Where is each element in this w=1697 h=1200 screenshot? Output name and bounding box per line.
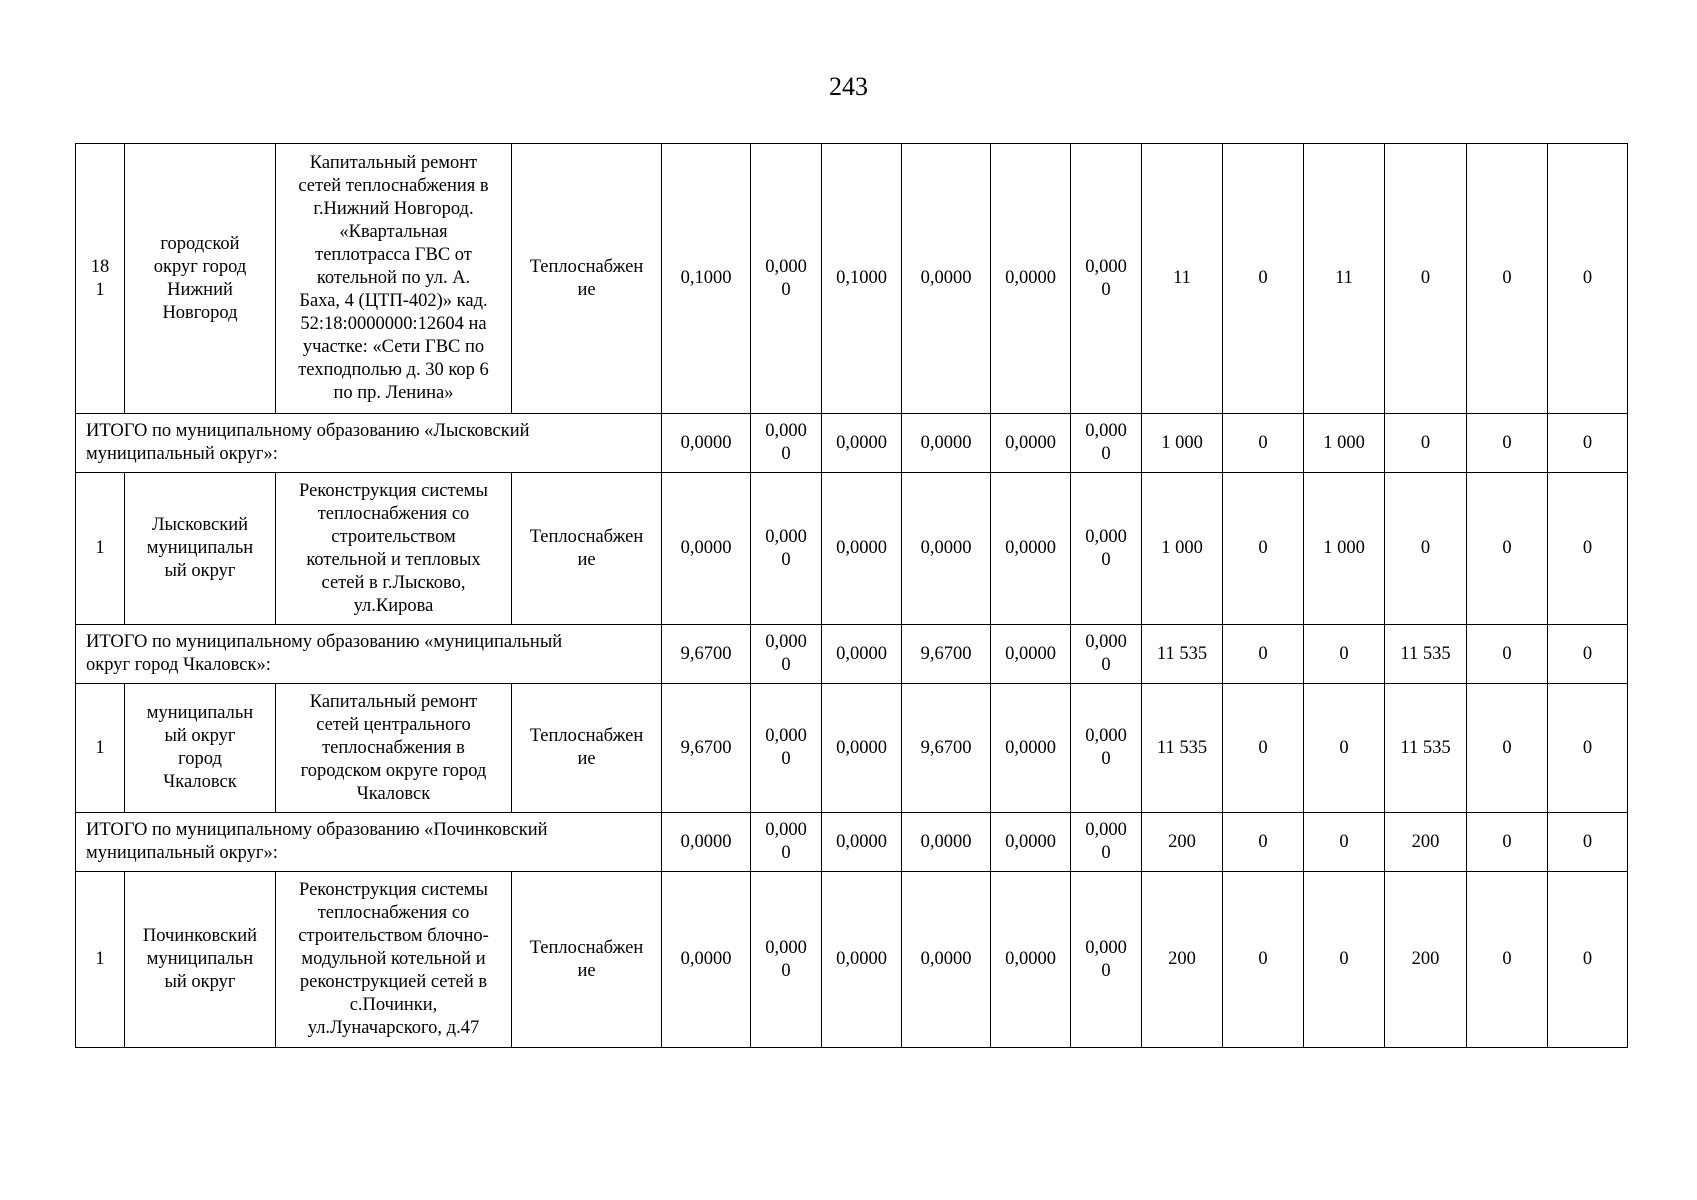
value-total-2024-sub: 0,000 0 — [751, 872, 822, 1048]
value-cost-c: 0 — [1385, 473, 1467, 625]
value-2024-a: 0,0000 — [822, 813, 902, 872]
value-cost-c: 200 — [1385, 872, 1467, 1048]
value-cost-a: 0 — [1223, 625, 1304, 684]
value-cost-e: 0 — [1548, 473, 1628, 625]
investment-table — [75, 143, 1628, 1048]
value-cost-total: 11 535 — [1142, 625, 1223, 684]
value-cost-b: 0 — [1304, 625, 1385, 684]
value-cost-b: 1 000 — [1304, 414, 1385, 473]
value-cost-e: 0 — [1548, 872, 1628, 1048]
table-row — [76, 144, 1628, 414]
value-2024-a: 0,0000 — [822, 625, 902, 684]
sector-name: Теплоснабжен ие — [512, 473, 662, 625]
sector-name: Теплоснабжен ие — [512, 872, 662, 1048]
value-total-2024-sub: 0,000 0 — [751, 684, 822, 813]
value-2024-c: 0,0000 — [991, 872, 1071, 1048]
municipality-name: городской округ город Нижний Новгород — [125, 144, 276, 414]
value-total-2024: 9,6700 — [662, 625, 751, 684]
value-2024-b: 0,0000 — [902, 473, 991, 625]
row-number: 1 — [76, 872, 125, 1048]
value-cost-total: 200 — [1142, 813, 1223, 872]
value-cost-a: 0 — [1223, 813, 1304, 872]
value-cost-d: 0 — [1467, 144, 1548, 414]
value-cost-d: 0 — [1467, 414, 1548, 473]
table-row — [76, 684, 1628, 813]
value-total-2024: 9,6700 — [662, 684, 751, 813]
value-2024-a: 0,1000 — [822, 144, 902, 414]
total-label: ИТОГО по муниципальному образованию «Лысковский муниципальный округ»: — [76, 414, 662, 473]
table-row — [76, 872, 1628, 1048]
value-cost-d: 0 — [1467, 625, 1548, 684]
total-row — [76, 625, 1628, 684]
sector-name: Теплоснабжен ие — [512, 684, 662, 813]
value-cost-a: 0 — [1223, 872, 1304, 1048]
value-cost-total: 200 — [1142, 872, 1223, 1048]
value-cost-b: 0 — [1304, 813, 1385, 872]
value-cost-b: 1 000 — [1304, 473, 1385, 625]
value-2024-c: 0,0000 — [991, 144, 1071, 414]
value-cost-a: 0 — [1223, 684, 1304, 813]
value-2024-d: 0,000 0 — [1071, 872, 1142, 1048]
total-row — [76, 414, 1628, 473]
table-body — [76, 144, 1628, 1048]
value-total-2024: 0,0000 — [662, 813, 751, 872]
value-2024-d: 0,000 0 — [1071, 414, 1142, 473]
table-row — [76, 473, 1628, 625]
value-2024-b: 0,0000 — [902, 872, 991, 1048]
value-2024-d: 0,000 0 — [1071, 684, 1142, 813]
value-2024-b: 0,0000 — [902, 144, 991, 414]
value-cost-c: 0 — [1385, 414, 1467, 473]
value-2024-a: 0,0000 — [822, 684, 902, 813]
value-cost-e: 0 — [1548, 684, 1628, 813]
value-2024-b: 0,0000 — [902, 414, 991, 473]
value-total-2024: 0,0000 — [662, 872, 751, 1048]
project-description: Капитальный ремонт сетей теплоснабжения в г.Нижний Новгород. «Квартальная теплотрасса ГВС от котельной по ул. А. Баха, 4 (ЦТП-402)» кад. 52:18:0000000:12604 на участке: «Сети ГВС по техподполью д. 30 кор 6 по пр. Ленина» — [276, 144, 512, 414]
value-total-2024-sub: 0,000 0 — [751, 414, 822, 473]
value-2024-d: 0,000 0 — [1071, 144, 1142, 414]
value-cost-b: 0 — [1304, 872, 1385, 1048]
value-cost-b: 11 — [1304, 144, 1385, 414]
total-label: ИТОГО по муниципальному образованию «муниципальный округ город Чкаловск»: — [76, 625, 662, 684]
value-2024-c: 0,0000 — [991, 473, 1071, 625]
row-number: 18 1 — [76, 144, 125, 414]
project-description: Реконструкция системы теплоснабжения со строительством блочно- модульной котельной и реконструкцией сетей в с.Починки, ул.Луначарского, д.47 — [276, 872, 512, 1048]
value-2024-d: 0,000 0 — [1071, 625, 1142, 684]
value-cost-e: 0 — [1548, 625, 1628, 684]
row-number: 1 — [76, 684, 125, 813]
value-cost-total: 1 000 — [1142, 414, 1223, 473]
sector-name: Теплоснабжен ие — [512, 144, 662, 414]
value-2024-c: 0,0000 — [991, 813, 1071, 872]
value-2024-d: 0,000 0 — [1071, 473, 1142, 625]
value-cost-c: 11 535 — [1385, 625, 1467, 684]
page-number: 243 — [829, 72, 868, 101]
value-cost-e: 0 — [1548, 414, 1628, 473]
value-2024-d: 0,000 0 — [1071, 813, 1142, 872]
value-total-2024-sub: 0,000 0 — [751, 625, 822, 684]
project-description: Капитальный ремонт сетей центрального теплоснабжения в городском округе город Чкаловск — [276, 684, 512, 813]
value-total-2024: 0,0000 — [662, 473, 751, 625]
value-total-2024-sub: 0,000 0 — [751, 473, 822, 625]
value-total-2024-sub: 0,000 0 — [751, 813, 822, 872]
row-number: 1 — [76, 473, 125, 625]
value-cost-c: 11 535 — [1385, 684, 1467, 813]
value-cost-c: 200 — [1385, 813, 1467, 872]
value-cost-d: 0 — [1467, 473, 1548, 625]
total-label: ИТОГО по муниципальному образованию «Починковский муниципальный округ»: — [76, 813, 662, 872]
value-cost-d: 0 — [1467, 872, 1548, 1048]
value-2024-a: 0,0000 — [822, 872, 902, 1048]
value-cost-total: 1 000 — [1142, 473, 1223, 625]
value-cost-total: 11 535 — [1142, 684, 1223, 813]
value-2024-c: 0,0000 — [991, 684, 1071, 813]
project-description: Реконструкция системы теплоснабжения со строительством котельной и тепловых сетей в г.Лысково, ул.Кирова — [276, 473, 512, 625]
value-2024-a: 0,0000 — [822, 473, 902, 625]
value-total-2024-sub: 0,000 0 — [751, 144, 822, 414]
municipality-name: муниципальн ый округ город Чкаловск — [125, 684, 276, 813]
value-2024-b: 9,6700 — [902, 625, 991, 684]
value-2024-c: 0,0000 — [991, 414, 1071, 473]
value-cost-total: 11 — [1142, 144, 1223, 414]
value-cost-e: 0 — [1548, 813, 1628, 872]
value-total-2024: 0,0000 — [662, 414, 751, 473]
value-2024-b: 0,0000 — [902, 813, 991, 872]
value-cost-d: 0 — [1467, 684, 1548, 813]
municipality-name: Починковский муниципальн ый округ — [125, 872, 276, 1048]
value-2024-b: 9,6700 — [902, 684, 991, 813]
municipality-name: Лысковский муниципальн ый округ — [125, 473, 276, 625]
value-cost-a: 0 — [1223, 414, 1304, 473]
value-cost-e: 0 — [1548, 144, 1628, 414]
value-cost-b: 0 — [1304, 684, 1385, 813]
value-cost-a: 0 — [1223, 473, 1304, 625]
value-2024-a: 0,0000 — [822, 414, 902, 473]
total-row — [76, 813, 1628, 872]
value-total-2024: 0,1000 — [662, 144, 751, 414]
value-cost-a: 0 — [1223, 144, 1304, 414]
value-2024-c: 0,0000 — [991, 625, 1071, 684]
value-cost-d: 0 — [1467, 813, 1548, 872]
value-cost-c: 0 — [1385, 144, 1467, 414]
